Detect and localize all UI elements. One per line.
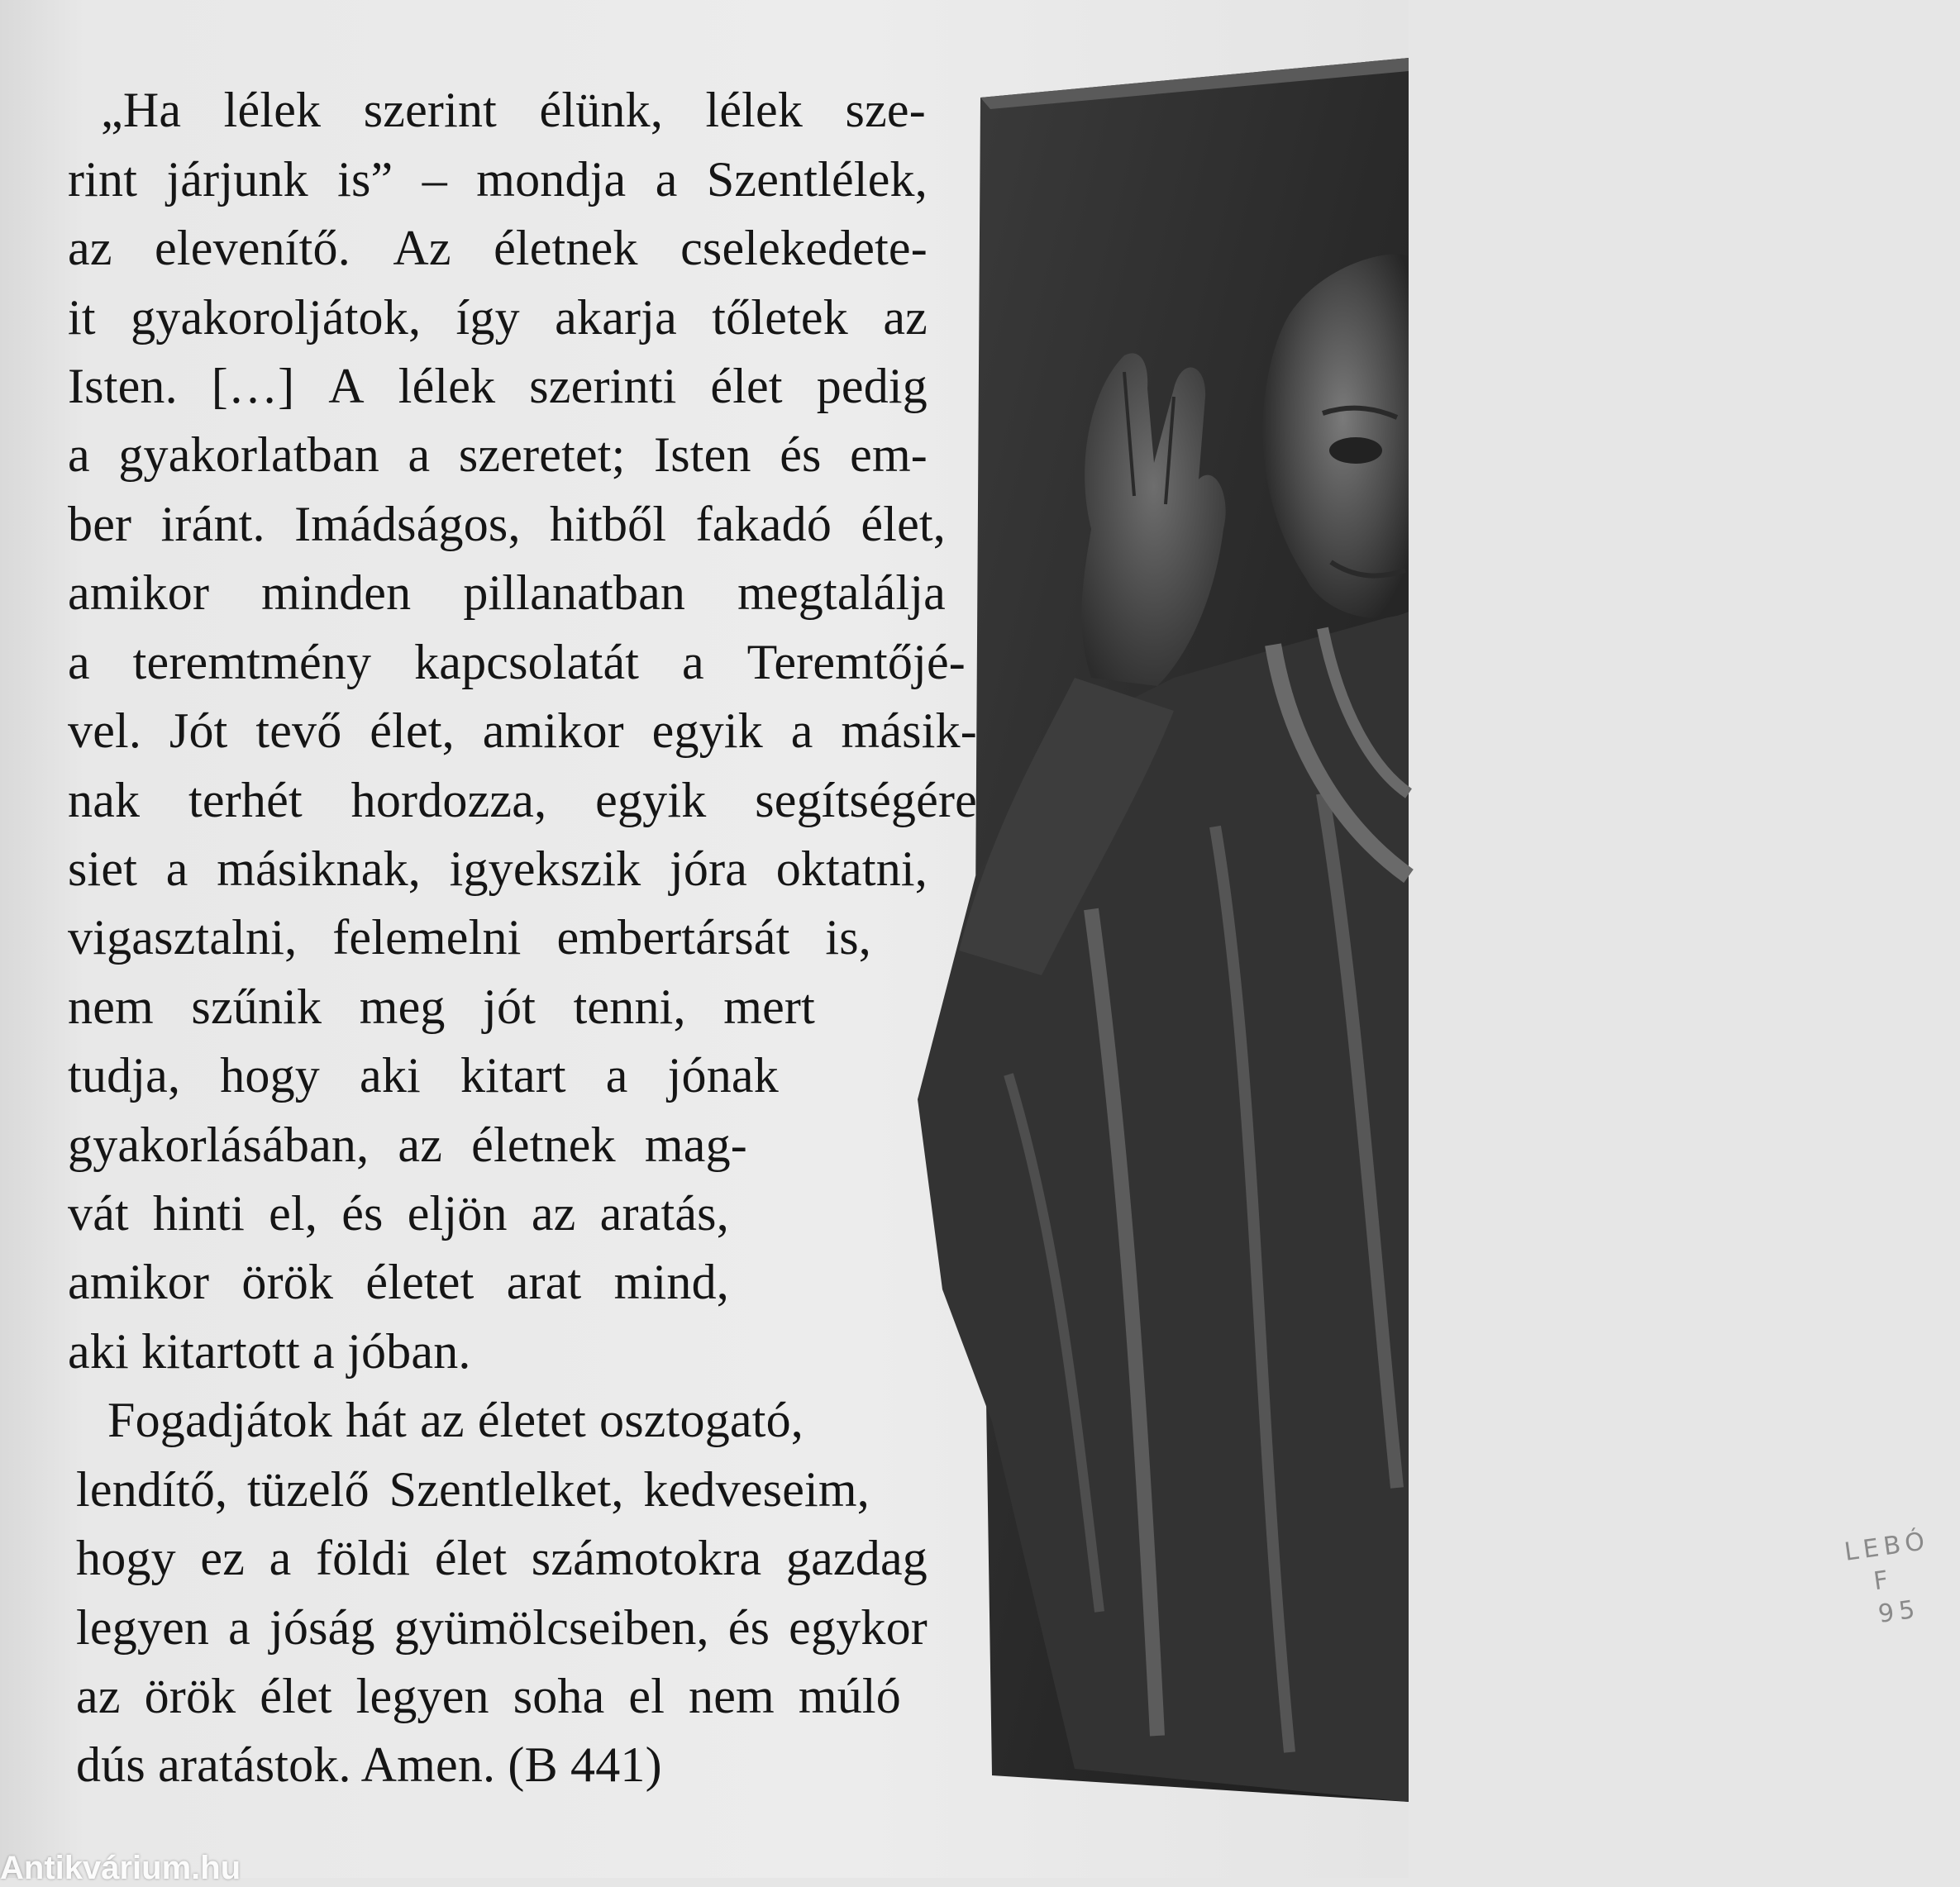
text-line: amikor örök életet arat mind,: [68, 1255, 729, 1309]
text-line: a gyakorlatban a szeretet; Isten és em-: [68, 427, 928, 482]
text-line: it gyakoroljátok, így akarja tőletek az: [68, 290, 928, 345]
text-line: Isten. […] A lélek szerinti élet pedig: [68, 359, 928, 413]
text-line: hogy ez a földi élet számotokra gazdag: [76, 1531, 928, 1585]
bronze-relief-image: [827, 0, 1932, 1878]
text-line: vigasztalni, felemelni embertársát is,: [68, 910, 871, 965]
text-line: rint járjunk is” – mondja a Szentlélek,: [68, 152, 928, 207]
text-line: nem szűnik meg jót tenni, mert: [68, 979, 815, 1034]
text-line: amikor minden pillanatban megtalálja: [68, 565, 946, 620]
text-line: vát hinti el, és eljön az aratás,: [68, 1186, 729, 1241]
text-line: az örök élet legyen soha el nem múló: [76, 1669, 901, 1723]
text-line: legyen a jóság gyümölcseiben, és egykor: [76, 1600, 928, 1655]
text-line: siet a másiknak, igyekszik jóra oktatni,: [68, 841, 928, 896]
sculptor-signature: LEBÓ F 95: [1843, 1526, 1932, 1629]
watermark: Antikvárium.hu: [0, 1850, 241, 1886]
text-line: vel. Jót tevő élet, amikor egyik a másik-: [68, 703, 977, 758]
text-line: az elevenítő. Az életnek cselekedete-: [68, 221, 928, 275]
relief-sculpture-graphic: [827, 0, 1409, 1878]
text-line: a teremtmény kapcsolatát a Teremtőjé-: [68, 635, 966, 689]
text-line: aki kitartott a jóban.: [68, 1324, 471, 1379]
text-line: dús aratástok. Amen. (B 441): [76, 1737, 662, 1792]
text-line: „Ha lélek szerint élünk, lélek sze-: [101, 83, 926, 137]
text-line: ber iránt. Imádságos, hitből fakadó élet,: [68, 497, 946, 551]
text-line: tudja, hogy aki kitart a jónak: [68, 1048, 779, 1103]
text-line: Fogadjátok hát az életet osztogató,: [107, 1393, 804, 1447]
text-line: gyakorlásában, az életnek mag-: [68, 1117, 747, 1172]
text-line: nak terhét hordozza, egyik segítségére: [68, 773, 977, 827]
text-line: lendítő, tüzelő Szentlelket, kedveseim,: [76, 1462, 870, 1517]
